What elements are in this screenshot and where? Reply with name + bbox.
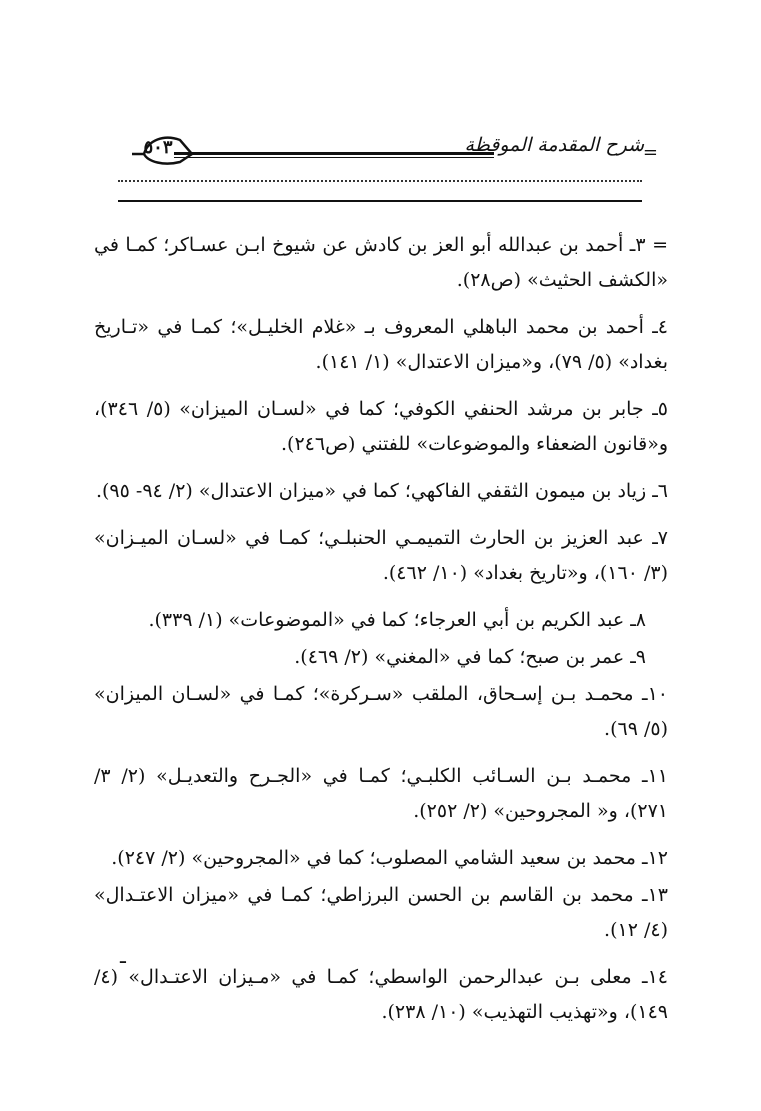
list-item: ٦ـ زياد بن ميمون الثقفي الفاكهي؛ كما في «ميزان الاعتدال» (٢/ ٩٤- ٩٥).	[95, 480, 668, 502]
list-item: ١٠ـ محمـد بـن إسـحاق، الملقب «سـركرة»؛ كمـا في «لسـان الميزان» (٥/ ٦٩).	[94, 683, 668, 740]
list-item: ١٣ـ محمد بن القاسم بن الحسن البرزاطي؛ كمـا في «ميزان الاعتـدال» (٤/ ١٢).	[94, 884, 668, 941]
page-header	[112, 128, 658, 172]
page-number: ٥٠٣	[143, 137, 173, 158]
end-mark: ـ	[120, 944, 126, 968]
list-item: ٥ـ جابر بن مرشد الحنفي الكوفي؛ كما في «لسـان الميزان» (٥/ ٣٤٦)، و«قانون الضعفاء والموضوعات» للفتني (ص٢٤٦).	[94, 398, 668, 455]
header-rule	[174, 152, 494, 155]
running-title: شرح المقدمة الموقظة	[464, 134, 644, 156]
list-item: ٧ـ عبد العزيز بن الحارث التميمـي الحنبلـي؛ كمـا في «لسـان الميـزان» (٣/ ١٦٠)، و«تاريخ بغداد» (١٠/ ٤٦٢).	[94, 527, 668, 584]
solid-divider	[118, 200, 642, 202]
list-item: ٩ـ عمر بن صبح؛ كما في «المغني» (٢/ ٤٦٩).	[294, 646, 646, 668]
list-item: = ٣ـ أحمد بن عبدالله أبو العز بن كادش عن شيوخ ابـن عسـاكر؛ كمـا في «الكشف الحثيث» (ص٢٨).	[94, 234, 668, 291]
list-item: ١٤ـ معلى بـن عبدالرحمن الواسطي؛ كمـا في «مـيزان الاعتـدال» (٤/ ١٤٩)، و«تهذيب التهذيب» (١٠/ ٢٣٨).	[94, 966, 668, 1023]
list-item: ٨ـ عبد الكريم بن أبي العرجاء؛ كما في «الموضوعات» (١/ ٣٣٩).	[148, 609, 646, 631]
dotted-divider	[118, 180, 642, 182]
header-lead-dash: =	[642, 142, 658, 163]
list-item: ١٢ـ محمد بن سعيد الشامي المصلوب؛ كما في «المجروحين» (٢/ ٢٤٧).	[111, 847, 668, 869]
page-number-badge	[130, 132, 184, 164]
list-item: ١١ـ محمـد بـن السـائب الكلبـي؛ كمـا في «الجـرح والتعديـل» (٢/ ٣/ ٢٧١)، و« المجروحين» (٢/ ٢٥٢).	[94, 765, 668, 822]
footnote-list	[94, 228, 668, 1042]
header-rule-thin	[174, 157, 494, 158]
list-item: ٤ـ أحمد بن محمد الباهلي المعروف بـ «غلام الخليـل»؛ كمـا في «تـاريخ بغداد» (٥/ ٧٩)، و«ميزان الاعتدال» (١/ ١٤١).	[94, 316, 669, 373]
